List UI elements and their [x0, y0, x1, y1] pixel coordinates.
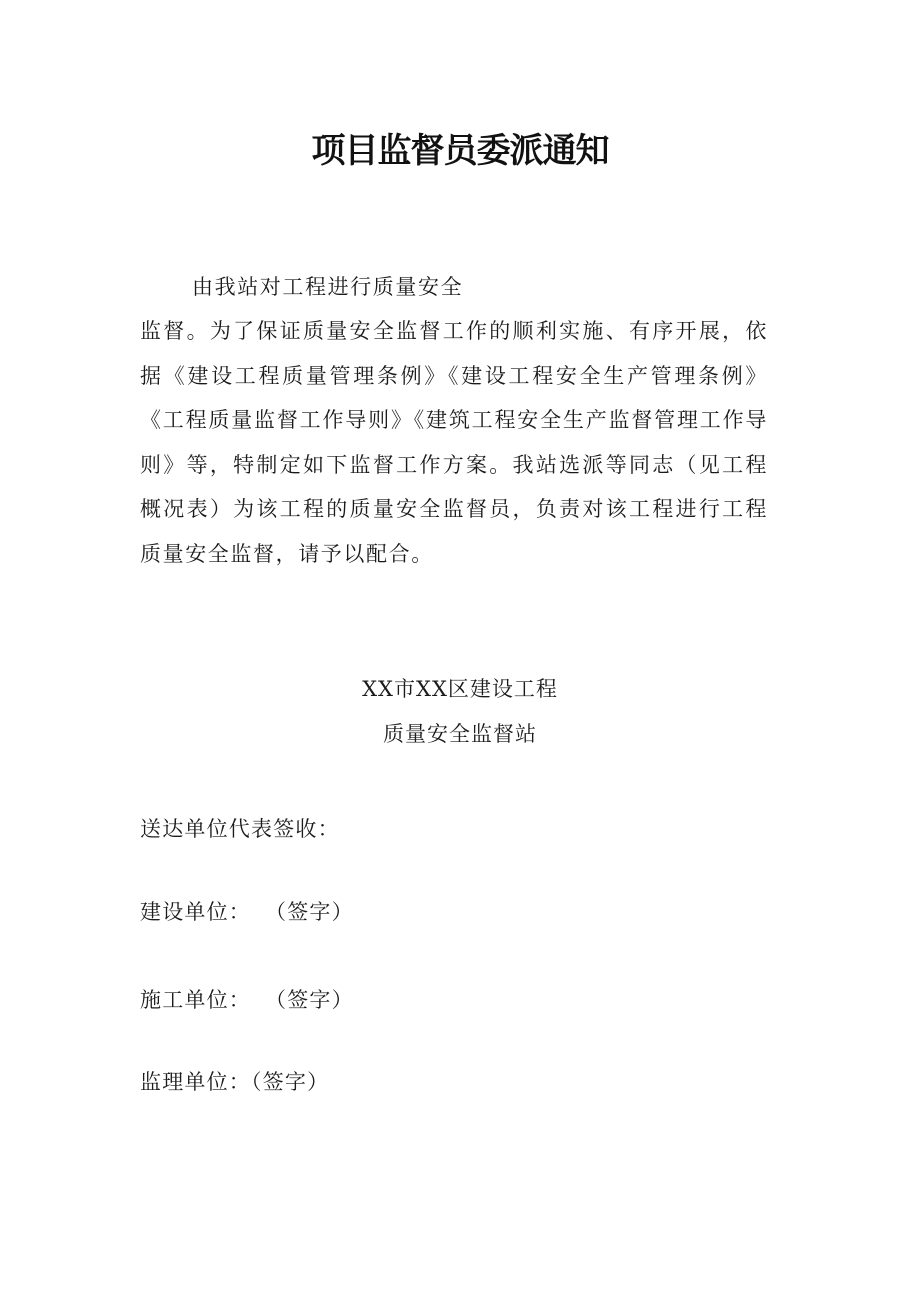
supervisor-signature-hint: （签字）: [251, 1070, 330, 1094]
supervisor-unit-label: 监理单位：: [140, 1070, 251, 1094]
document-title: 项目监督员委派通知: [311, 131, 609, 171]
contractor-signature-line: [140, 985, 354, 1015]
owner-signature-hint: （签字）: [265, 900, 354, 924]
owner-unit-label: 建设单位：: [140, 900, 251, 924]
receiver-signature-label: 送达单位代表签收：: [140, 817, 340, 841]
paragraph-first-line: 由我站对工程进行质量安全: [192, 275, 464, 299]
contractor-signature-hint: （签字）: [265, 988, 354, 1012]
owner-signature-line: [140, 897, 354, 927]
issuer-name-line1: XX市XX区建设工程: [362, 677, 558, 701]
paragraph-body: 监督。为了保证质量安全监督工作的顺利实施、有序开展，依据《建设工程质量管理条例》《建设工程安全生产管理条例》《工程质量监督工作导则》《建筑工程安全生产监督管理工作导则》等，特制定如下监督工作方案。我站选派等同志（见工程概况表）为该工程的质量安全监督员，负责对该工程进行工程质量安全监督，请予以配合。: [140, 319, 768, 566]
issuer-name-line2: 质量安全监督站: [383, 722, 537, 746]
supervisor-signature-line: [140, 1067, 329, 1097]
contractor-unit-label: 施工单位：: [140, 988, 251, 1012]
